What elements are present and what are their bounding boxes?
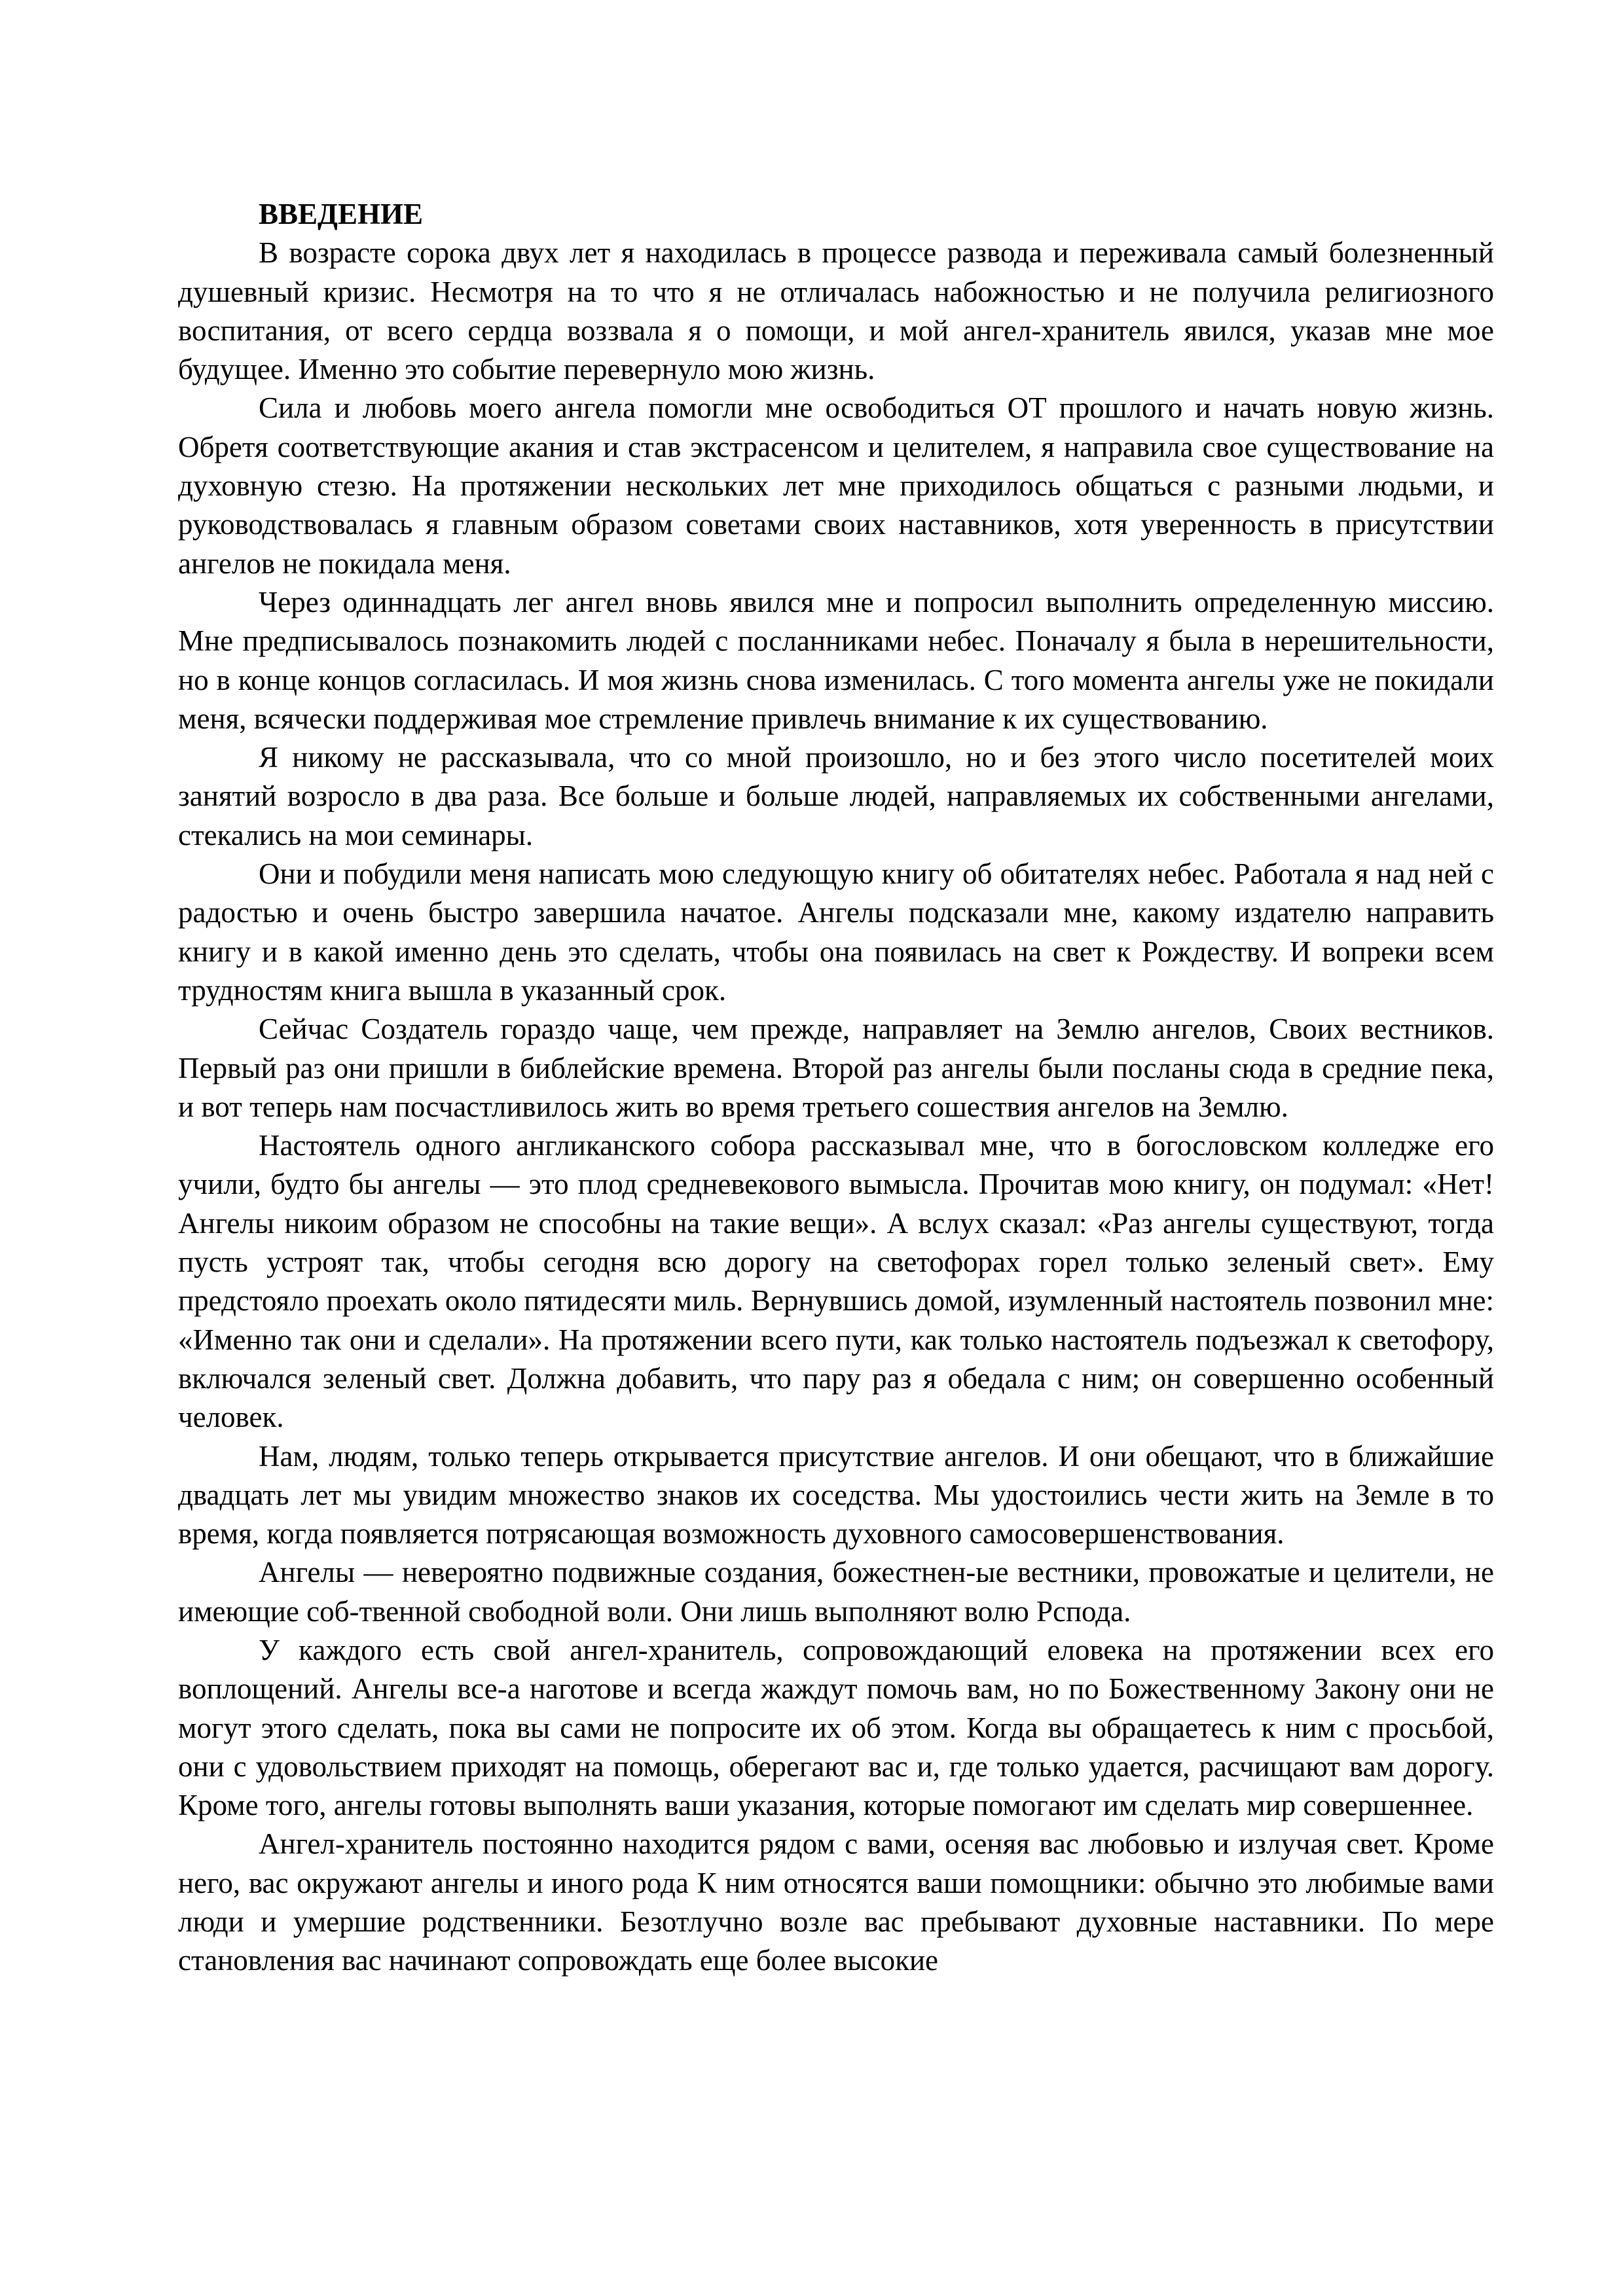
paragraph: Сила и любовь моего ангела помогли мне освободиться ОТ прошлого и начать новую жизнь. Обретя соответствующие акания и став экстрасенсом и целителем, я направила свое существование на духовную стезю. На протяжении нескольких лет мне приходилось общаться с разными людьми, и руководствовалась я главным образом советами своих наставников, хотя уверенность в присутствии ангелов не покидала меня. bbox=[178, 391, 1494, 580]
paragraph: Сейчас Создатель гораздо чаще, чем прежде, направляет на Землю ангелов, Своих вестников. Первый раз они пришли в библейские времена. Второй раз ангелы были посланы сюда в средние пека, и вот теперь нам посчастливилось жить во время третьего сошествия ангелов на Землю. bbox=[178, 1013, 1494, 1123]
paragraph: Я никому не рассказывала, что со мной произошло, но и без этого число посетителей моих занятий возросло в два раза. Все больше и больше людей, направляемых их собственными ангелами, стекались на мои семинары. bbox=[178, 741, 1494, 852]
document-body bbox=[178, 195, 1494, 1981]
paragraph: Настоятель одного англиканского собора рассказывал мне, что в богословском колледже его учили, будто бы ангелы — это плод средневекового вымысла. Прочитав мою книгу, он подумал: «Нет! Ангелы никоим образом не способны на такие вещи». А вслух сказал: «Раз ангелы существуют, тогда пусть устроят так, чтобы сегодня всю дорогу на светофорах горел только зеленый свет». Ему предстояло проехать около пятидесяти миль. Вернувшись домой, изумленный настоятель позвонил мне: «Именно так они и сделали». На протяжении всего пути, как только настоятель подъезжал к светофору, включался зеленый свет. Должна добавить, что пару раз я обедала с ним; он совершенно особенный человек. bbox=[178, 1129, 1494, 1434]
paragraph: Через одиннадцать лег ангел вновь явился мне и попросил выполнить определенную миссию. Мне предписывалось познакомить людей с посланниками небес. Поначалу я была в нерешительности, но в конце концов согласилась. И моя жизнь снова изменилась. С того момента ангелы уже не покидали меня, всячески поддерживая мое стремление привлечь внимание к их существованию. bbox=[178, 585, 1494, 735]
paragraph: Они и побудили меня написать мою следующую книгу об обитателях небес. Работала я над ней с радостью и очень быстро завершила начатое. Ангелы подсказали мне, какому издателю направить книгу и в какой именно день это сделать, чтобы она появилась на свет к Рождеству. И вопреки всем трудностям книга вышла в указанный срок. bbox=[178, 857, 1494, 1007]
paragraph: Ангел-хранитель постоянно находится рядом с вами, осеняя вас любовью и излучая свет. Кроме него, вас окружают ангелы и иного рода К ним относятся ваши помощники: обычно это любимые вами люди и умершие родственники. Безотлучно возле вас пребывают духовные наставники. По мере становления вас начинают сопровождать еще более высокие bbox=[178, 1827, 1494, 1977]
paragraph: У каждого есть свой ангел-хранитель, сопровождающий еловека на протяжении всех его воплощений. Ангелы все-а наготове и всегда жаждут помочь вам, но по Божественному Закону они не могут этого сделать, пока вы сами не попросите их об этом. Когда вы обращаетесь к ним с просьбой, они с удовольствием приходят на помощь, оберегают вас и, где только удается, расчищают вам дорогу. Кроме того, ангелы готовы выполнять ваши указания, которые помогают им сделать мир совершеннее. bbox=[178, 1633, 1494, 1822]
document-heading: ВВЕДЕНИЕ bbox=[259, 198, 424, 230]
paragraph: В возрасте сорока двух лет я находилась в процессе развода и переживала самый болезненный душевный кризис. Несмотря на то что я не отличалась набожностью и не получила религиозного воспитания, от всего сердца воззвала я о помощи, и мой ангел-хранитель явился, указав мне мое будущее. Именно это событие перевернуло мою жизнь. bbox=[178, 236, 1494, 386]
paragraph: Нам, людям, только теперь открывается присутствие ангелов. И они обещают, что в ближайшие двадцать лет мы увидим множество знаков их соседства. Мы удостоились чести жить на Земле в то время, когда появляется потрясающая возможность духовного самосовершенствования. bbox=[178, 1439, 1494, 1551]
paragraph: Ангелы — невероятно подвижные создания, божестнен-ые вестники, провожатые и целители, не имеющие соб-твенной свободной воли. Они лишь выполняют волю Рспода. bbox=[178, 1556, 1494, 1628]
